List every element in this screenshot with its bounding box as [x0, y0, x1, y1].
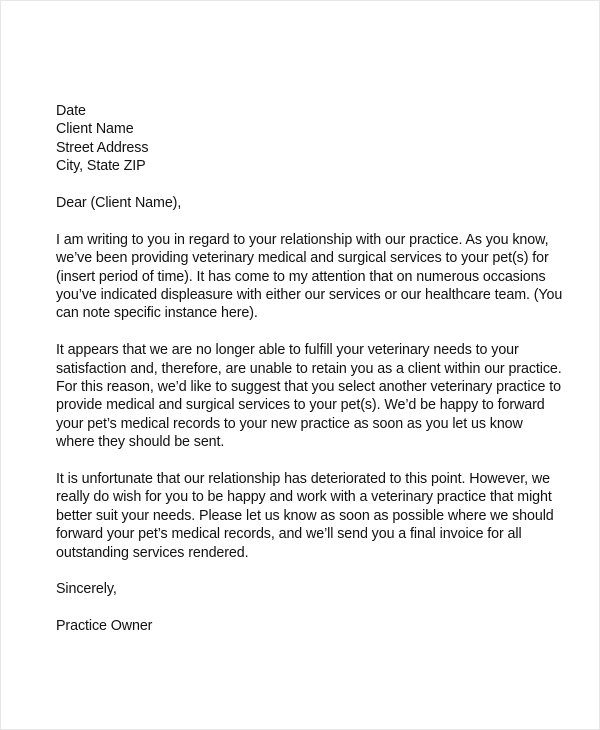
client-name-line: Client Name	[56, 121, 134, 138]
paragraph-line: I am writing to you in regard to your relationship with our practice. As you know,	[56, 231, 549, 248]
paragraph-line: forward your pet’s medical records, and we’ll send you a final invoice for all	[56, 526, 522, 543]
paragraph-line: provide medical and surgical services to your pet(s). We’d be happy to forward	[56, 397, 545, 414]
date-line: Date	[56, 103, 86, 119]
paragraph-2	[56, 341, 562, 451]
paragraph-line: really do wish for you to be happy and work with a veterinary practice that might	[56, 489, 552, 506]
spacer	[56, 599, 556, 617]
spacer	[56, 562, 556, 580]
letter-body	[56, 102, 563, 636]
paragraph-line: It is unfortunate that our relationship has deteriorated to this point. However, we	[56, 471, 550, 488]
paragraph-line: where they should be sent.	[56, 434, 225, 451]
spacer	[56, 323, 556, 341]
paragraph-line: can note specific instance here).	[56, 305, 258, 322]
paragraph-line: you’ve indicated displeasure with either our services or our healthcare team. (You	[56, 287, 563, 304]
city-state-zip-line: City, State ZIP	[56, 158, 146, 175]
paragraph-3	[56, 470, 556, 562]
paragraph-line: satisfaction and, therefore, are unable to retain you as a client within our practice.	[56, 360, 562, 377]
spacer	[56, 212, 556, 230]
address-block	[56, 102, 556, 176]
paragraph-line: For this reason, we’d like to suggest that you select another veterinary practice to	[56, 379, 561, 396]
paragraph-line: It appears that we are no longer able to fulfill your veterinary needs to your	[56, 342, 519, 359]
paragraph-line: (insert period of time). It has come to my attention that on numerous occasions	[56, 268, 546, 285]
paragraph-line: better suit your needs. Please let us know as soon as possible where we should	[56, 507, 554, 524]
paragraph-line: outstanding services rendered.	[56, 544, 249, 561]
spacer	[56, 176, 556, 194]
paragraph-line: we’ve been providing veterinary medical and surgical services to your pet(s) for	[56, 250, 549, 267]
paragraph-line: your pet’s medical records to your new practice as soon as you let us know	[56, 415, 523, 432]
closing: Sincerely,	[56, 581, 117, 598]
street-address-line: Street Address	[56, 139, 149, 156]
paragraph-1	[56, 231, 563, 323]
spacer	[56, 452, 556, 470]
signature: Practice Owner	[56, 618, 153, 635]
salutation: Dear (Client Name),	[56, 195, 182, 212]
